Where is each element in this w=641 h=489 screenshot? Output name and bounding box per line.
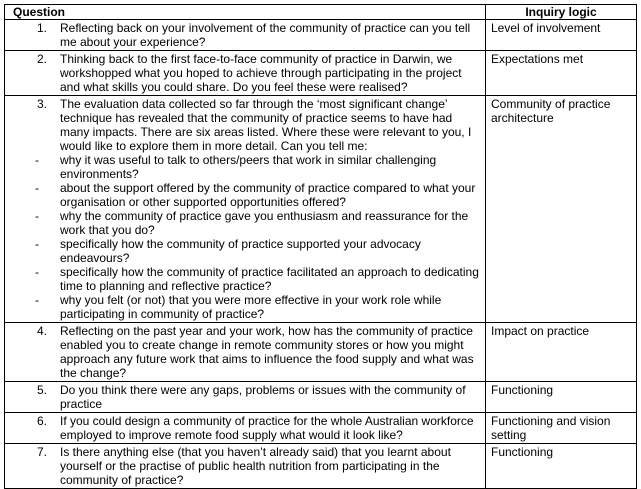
question-number: 3. xyxy=(37,97,48,111)
inquiry-logic-cell: Functioning xyxy=(486,444,637,489)
dash-bullet: - xyxy=(35,153,39,167)
sub-question-text: why it was useful to talk to others/peers that work in similar challenging environments? xyxy=(60,153,437,181)
question-cell xyxy=(5,51,486,96)
inquiry-logic-cell: Impact on practice xyxy=(486,323,637,382)
inquiry-logic-cell: Community of practice architecture xyxy=(486,96,637,323)
question-text: The evaluation data collected so far through the ‘most significant change’ technique has revealed that the community of practice seems to have had many impacts. There are six areas listed. Where these were relevant to you, I would like to explore them in more detail. Can you tell me: xyxy=(60,97,472,153)
dash-bullet: - xyxy=(35,265,39,279)
dash-bullet: - xyxy=(35,237,39,251)
sub-question-text: why the community of practice gave you enthusiasm and reassurance for the work that you do? xyxy=(60,209,469,237)
question-number: 6. xyxy=(37,414,48,428)
question-number: 7. xyxy=(37,445,48,459)
question-number: 5. xyxy=(37,383,48,397)
question-line xyxy=(5,21,482,49)
question-text: Reflecting on the past year and your work, how has the community of practice enabled you to create change in remote community stores or how you might approach any future work that aims to influence the food supply and what was the change? xyxy=(60,324,474,380)
question-text: If you could design a community of practice for the whole Australian workforce employed to improve remote food supply what would it look like? xyxy=(60,414,474,442)
sub-question-text: about the support offered by the community of practice compared to what your organisation or other supported opportunities offered? xyxy=(60,181,476,209)
question-cell xyxy=(5,20,486,51)
question-number: 2. xyxy=(37,52,48,66)
dash-bullet: - xyxy=(35,293,39,307)
inquiry-table xyxy=(4,4,637,489)
question-line xyxy=(5,414,482,442)
sub-question-item xyxy=(5,265,482,293)
logic-column-header: Inquiry logic xyxy=(486,5,637,20)
sub-question-text: specifically how the community of practice supported your advocacy endeavours? xyxy=(60,237,421,265)
table-row xyxy=(5,51,637,96)
dash-bullet: - xyxy=(35,209,39,223)
sub-question-item xyxy=(5,153,482,181)
table-row xyxy=(5,444,637,489)
question-cell xyxy=(5,323,486,382)
sub-question-text: why you felt (or not) that you were more effective in your work role while participating in community of practice? xyxy=(60,293,442,321)
table-header-row xyxy=(5,5,637,20)
question-cell xyxy=(5,444,486,489)
inquiry-logic-cell: Level of involvement xyxy=(486,20,637,51)
question-line xyxy=(5,324,482,380)
question-cell xyxy=(5,413,486,444)
inquiry-logic-cell: Expectations met xyxy=(486,51,637,96)
question-text: Do you think there were any gaps, problems or issues with the community of practice xyxy=(60,383,466,411)
question-line xyxy=(5,52,482,94)
table-row xyxy=(5,323,637,382)
sub-question-text: specifically how the community of practice facilitated an approach to dedicating time to planning and reflective practice? xyxy=(60,265,479,293)
dash-bullet: - xyxy=(35,181,39,195)
table-row xyxy=(5,20,637,51)
sub-question-item xyxy=(5,181,482,209)
table-row xyxy=(5,96,637,323)
table-row xyxy=(5,382,637,413)
question-number: 4. xyxy=(37,324,48,338)
question-cell xyxy=(5,382,486,413)
question-text: Is there anything else (that you haven’t already said) that you learnt about yourself or the practise of public health nutrition from participating in the community of practice? xyxy=(60,445,451,487)
question-text: Reflecting back on your involvement of the community of practice can you tell me about your experience? xyxy=(60,21,471,49)
question-number: 1. xyxy=(37,21,48,35)
question-cell xyxy=(5,96,486,323)
question-line xyxy=(5,445,482,487)
sub-question-item xyxy=(5,237,482,265)
question-column-header: Question xyxy=(5,5,486,20)
question-line xyxy=(5,383,482,411)
sub-question-item xyxy=(5,293,482,321)
table-row xyxy=(5,413,637,444)
inquiry-logic-cell: Functioning xyxy=(486,382,637,413)
inquiry-logic-cell: Functioning and vision setting xyxy=(486,413,637,444)
question-line xyxy=(5,97,482,153)
question-text: Thinking back to the first face-to-face community of practice in Darwin, we workshopped what you hoped to achieve through participating in the project and what skills you could share. Do you feel these were realised? xyxy=(60,52,462,94)
sub-question-item xyxy=(5,209,482,237)
